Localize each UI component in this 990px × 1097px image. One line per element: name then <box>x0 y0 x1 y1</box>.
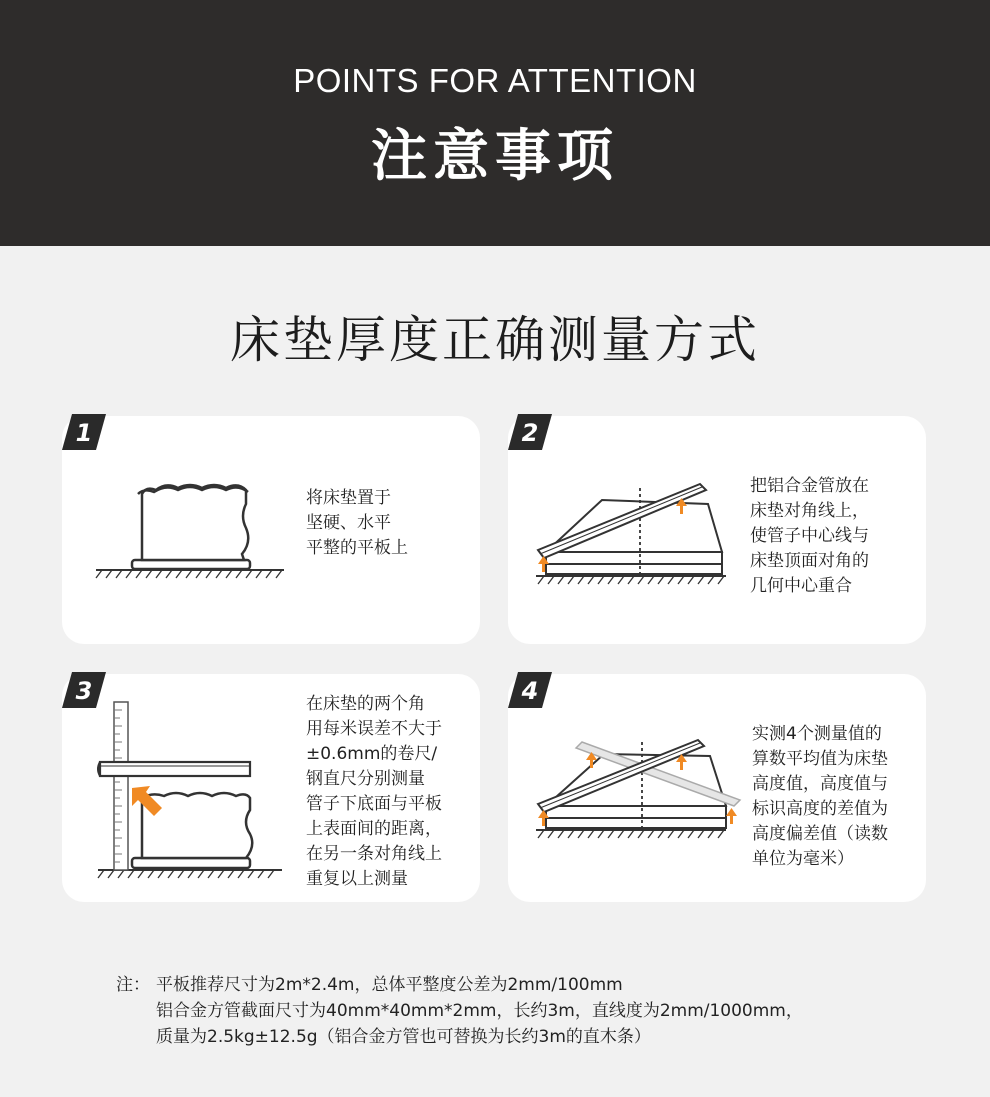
step-number-badge-icon <box>506 412 554 452</box>
footnote-line-2: 铝合金方管截面尺寸为40mm*40mm*2mm，长约3m，直线度为2mm/1000mm， <box>156 1001 803 1021</box>
ruler-measure-illustration <box>96 698 296 898</box>
step-4-text: 实测4个测量值的 算数平均值为床垫 高度值，高度值与 标识高度的差值为 高度偏差值（读数 单位为毫米） <box>752 724 888 869</box>
footnote <box>116 972 803 1050</box>
header-title-en: POINTS FOR ATTENTION <box>293 62 697 99</box>
step-card-1 <box>62 416 480 644</box>
step-1-text: 将床垫置于 坚硬、水平 平整的平板上 <box>306 488 408 558</box>
step-number-badge-icon <box>60 412 108 452</box>
step-2-number: 2 <box>521 419 539 447</box>
step-4-number: 4 <box>521 677 539 705</box>
step-1-number: 1 <box>75 419 93 447</box>
page-title: 床垫厚度正确测量方式 <box>230 311 760 369</box>
header-banner <box>0 0 990 246</box>
step-card-2 <box>508 416 926 644</box>
four-measurements-illustration <box>530 734 760 924</box>
mattress-on-board-illustration <box>94 464 294 624</box>
step-number-badge-icon <box>60 670 108 710</box>
tube-on-mattress-illustration <box>530 478 760 668</box>
step-3-number: 3 <box>75 677 93 705</box>
step-number-badge-icon <box>506 670 554 710</box>
step-2-text: 把铝合金管放在 床垫对角线上， 使管子中心线与 床垫顶面对角的 几何中心重合 <box>750 476 869 596</box>
footnote-label: 注： <box>116 975 150 995</box>
step-3-text: 在床垫的两个角 用每米误差不大于 ±0.6mm的卷尺/ 钢直尺分别测量 管子下底面与平板 上表面间的距离， 在另一条对角线上 重复以上测量 <box>306 694 442 889</box>
header-title-zh: 注意事项 <box>371 124 619 189</box>
step-card-3 <box>62 674 480 902</box>
footnote-line-1: 平板推荐尺寸为2m*2.4m，总体平整度公差为2mm/100mm <box>156 975 623 995</box>
footnote-line-3: 质量为2.5kg±12.5g（铝合金方管也可替换为长约3m的直木条） <box>156 1027 651 1047</box>
step-card-4 <box>508 674 926 902</box>
